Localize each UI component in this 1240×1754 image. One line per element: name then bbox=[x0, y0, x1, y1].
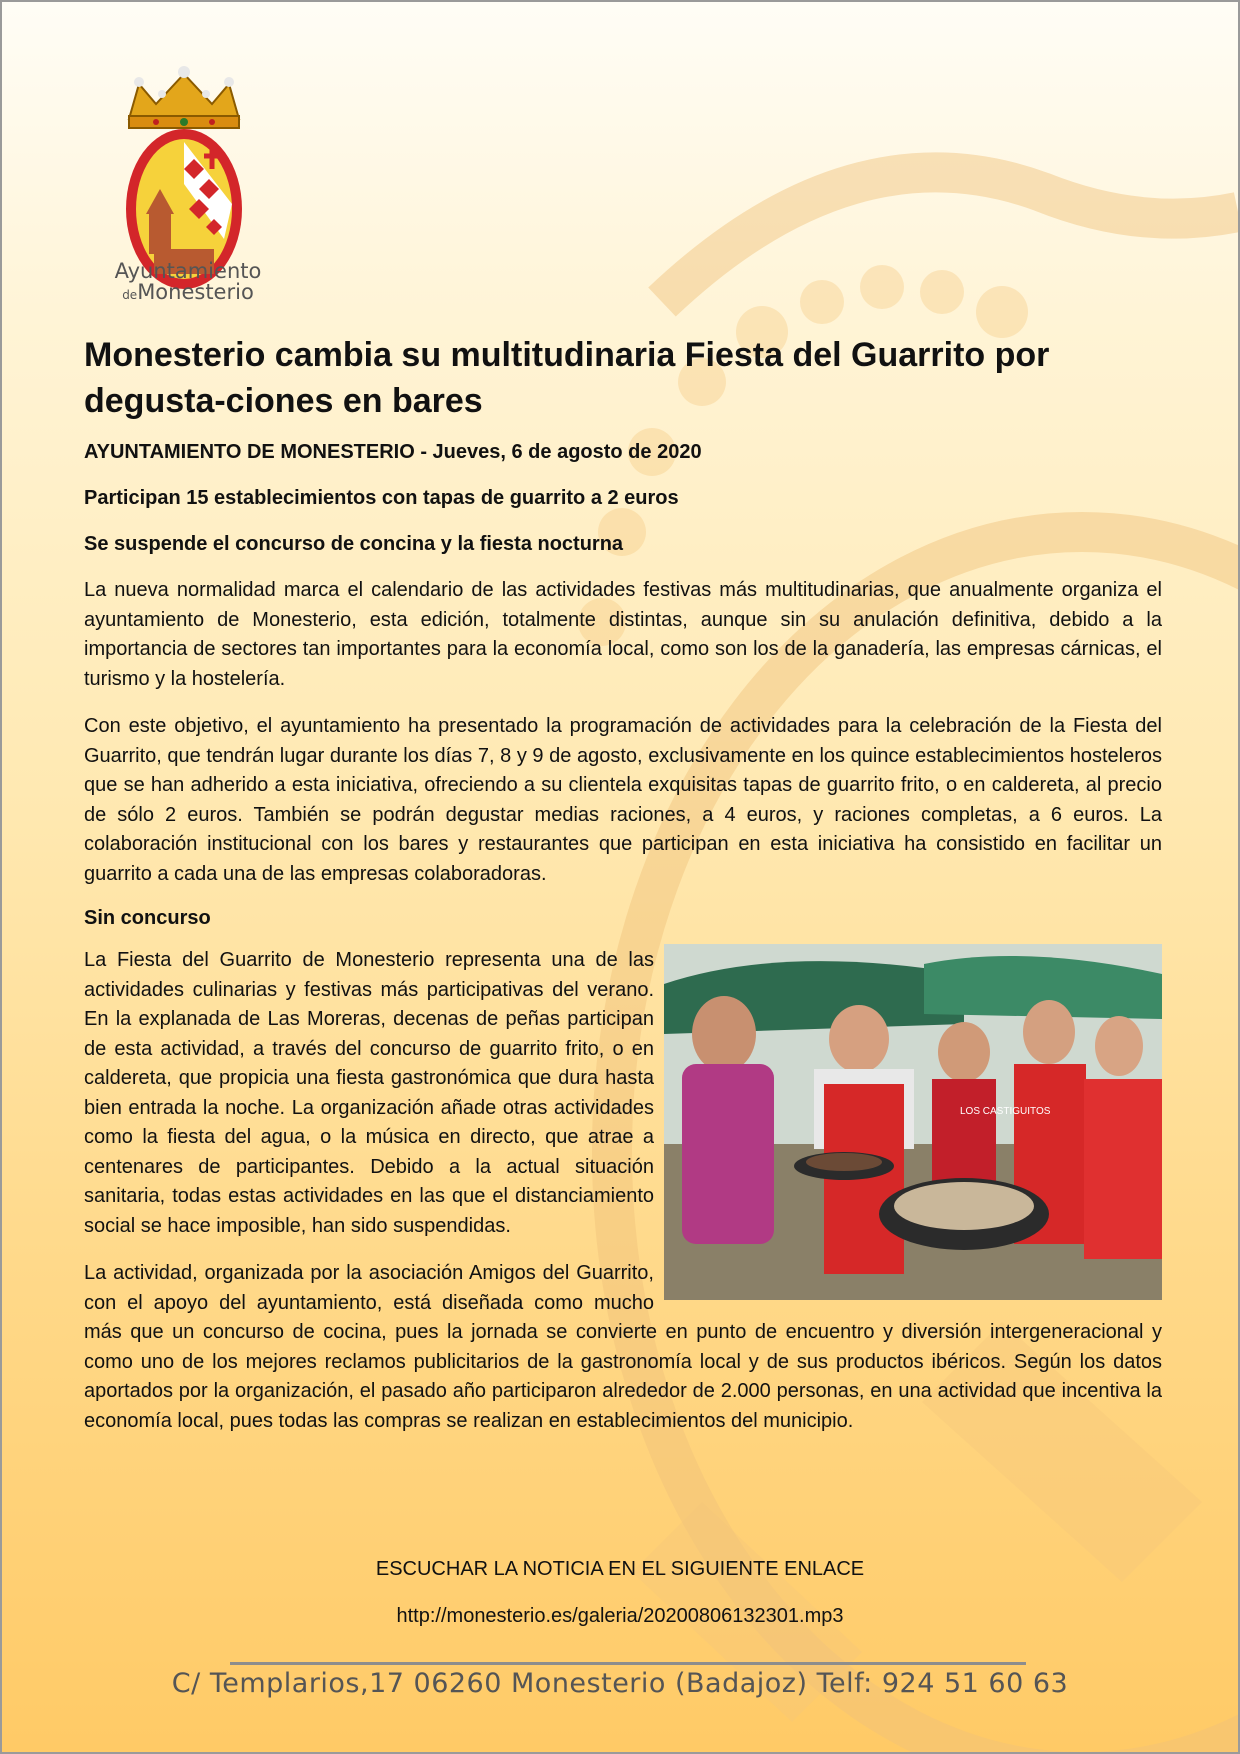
logo-text-de: de bbox=[122, 288, 138, 302]
article bbox=[84, 332, 1162, 1454]
article-subtitle-1: Participan 15 establecimientos con tapas de guarrito a 2 euros bbox=[84, 487, 679, 509]
article-subtitle-2: Se suspende el concurso de concina y la fiesta nocturna bbox=[84, 533, 624, 555]
festival-photo-illustration bbox=[664, 944, 1162, 1300]
logo-text-monesterio bbox=[108, 280, 268, 304]
article-paragraph-4: La actividad, organizada por la asociación Amigos del Guarrito, con el apoyo del ayuntamiento, está diseñada como mucho más que un concurso de cocina, pues la jornada se convierte en punto de encuentro y diversión intergeneracional y como uno de los mejores reclamos publicitarios de la gastronomía local y de sus productos ibéricos. Según los datos aportados por la organización, el pasado año participaron alrededor de 2.000 personas, en una actividad que incentiva la economía local, pues todas las compras se realizan en establecimientos del municipio. bbox=[84, 1262, 1162, 1432]
article-paragraph-1: La nueva normalidad marca el calendario de las actividades festivas más multitudinarias, que anualmente organiza el ayuntamiento de Monesterio, esta edición, totalmente distintas, aunque sin su anulación definitiva, debido a la importancia de sectores tan importantes para la economía local, como son los de la ganadería, las empresas cárnicas, el turismo y la hostelería. bbox=[84, 579, 1162, 690]
section-heading-sin-concurso: Sin concurso bbox=[84, 907, 211, 929]
footer-address: C/ Templarios,17 06260 Monesterio (Badajoz) Telf: 924 51 60 63 bbox=[171, 1668, 1069, 1699]
logo-text-name: Monesterio bbox=[137, 280, 254, 304]
festival-photo bbox=[664, 944, 1162, 1300]
apron-text: LOS CASTIGUITOS bbox=[960, 1106, 1051, 1117]
article-title: Monesterio cambia su multitudinaria Fiesta del Guarrito por degusta-ciones en bares bbox=[84, 336, 1050, 420]
article-dateline: AYUNTAMIENTO DE MONESTERIO - Jueves, 6 de agosto de 2020 bbox=[84, 441, 702, 463]
logo-text-ayuntamiento: Ayuntamiento bbox=[114, 259, 262, 283]
article-paragraph-3: La Fiesta del Guarrito de Monesterio representa una de las actividades culinarias y festivas más participativas del verano. En la explanada de Las Moreras, decenas de peñas participan de esta actividad, a través del concurso de guarrito frito, o en caldereta, que propicia una fiesta gastronómica que dura hasta bien entrada la noche. La organización añade otras actividades como la fiesta del agua, o la música en directo, que atrae a centenares de participantes. Debido a la actual situación sanitaria, todas estas actividades en las que el distanciamiento social se hace imposible, han sido suspendidas. bbox=[84, 949, 654, 1237]
article-paragraph-2: Con este objetivo, el ayuntamiento ha presentado la programación de actividades para la celebración de la Fiesta del Guarrito, que tendrán lugar durante los días 7, 8 y 9 de agosto, exclusivamente en los quince establecimientos hosteleros que se han adherido a esta iniciativa, ofreciendo a su clientela exquisitas tapas de guarrito frito, o en caldereta, al precio de sólo 2 euros. También se podrán degustar medias raciones, a 4 euros, y raciones completas, a 6 euros. La colaboración institucional con los bares y restaurantes que participan en esta iniciativa ha consistido en facilitar un guarrito a cada una de las empresas colaboradoras. bbox=[84, 715, 1162, 885]
listen-label: ESCUCHAR LA NOTICIA EN EL SIGUIENTE ENLACE bbox=[375, 1558, 865, 1580]
audio-link[interactable]: http://monesterio.es/galeria/20200806132301.mp3 bbox=[396, 1605, 844, 1627]
footer-divider bbox=[230, 1662, 1026, 1665]
